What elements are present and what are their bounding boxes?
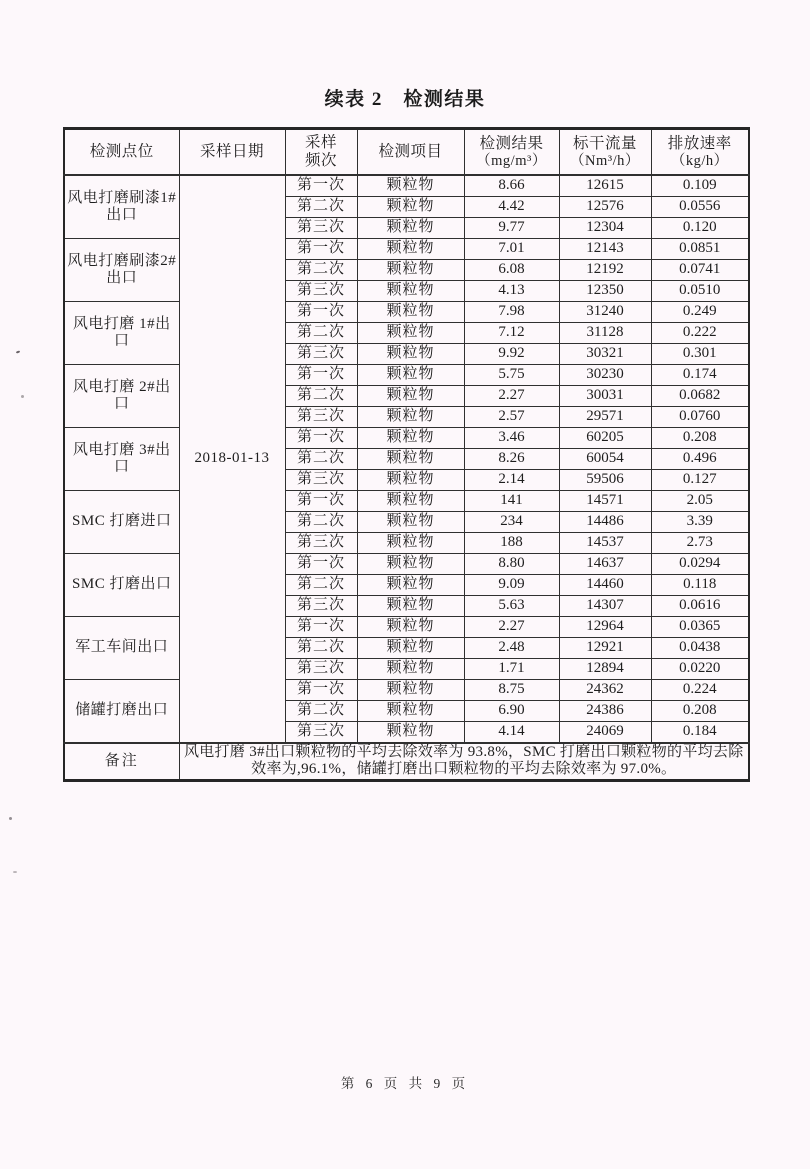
item-cell: 颗粒物 (357, 575, 464, 596)
rate-cell: 0.174 (651, 365, 749, 386)
col-header-item (357, 129, 464, 176)
flow-cell: 60054 (559, 449, 651, 470)
item-cell: 颗粒物 (357, 512, 464, 533)
frequency-cell: 第三次 (285, 218, 357, 239)
col-header-unit: （kg/h） (670, 152, 729, 169)
result-cell: 8.66 (464, 175, 559, 197)
rate-cell: 0.208 (651, 701, 749, 722)
rate-cell: 0.301 (651, 344, 749, 365)
table-row (64, 491, 749, 512)
col-header-point (64, 129, 179, 176)
col-header-label: 采样日期 (199, 143, 264, 161)
result-cell: 4.42 (464, 197, 559, 218)
frequency-cell: 第一次 (285, 175, 357, 197)
rate-cell: 2.05 (651, 491, 749, 512)
scan-speck (21, 395, 24, 398)
frequency-cell: 第一次 (285, 680, 357, 701)
flow-cell: 12894 (559, 659, 651, 680)
flow-cell: 14571 (559, 491, 651, 512)
rate-cell: 0.0220 (651, 659, 749, 680)
table-row (64, 428, 749, 449)
flow-cell: 29571 (559, 407, 651, 428)
item-cell: 颗粒物 (357, 722, 464, 744)
col-header-rate (651, 129, 749, 176)
header-row (64, 129, 749, 176)
frequency-cell: 第三次 (285, 344, 357, 365)
frequency-cell: 第三次 (285, 722, 357, 744)
frequency-cell: 第二次 (285, 197, 357, 218)
frequency-cell: 第三次 (285, 407, 357, 428)
flow-cell: 12964 (559, 617, 651, 638)
result-cell: 6.90 (464, 701, 559, 722)
item-cell: 颗粒物 (357, 302, 464, 323)
result-cell: 2.48 (464, 638, 559, 659)
point-cell: SMC 打磨进口 (64, 491, 179, 554)
flow-cell: 12615 (559, 175, 651, 197)
result-cell: 188 (464, 533, 559, 554)
remark-row (64, 743, 749, 780)
table-row (64, 175, 749, 197)
frequency-cell: 第二次 (285, 701, 357, 722)
col-header-date (179, 129, 285, 176)
flow-cell: 12304 (559, 218, 651, 239)
scan-speck (13, 871, 17, 873)
result-cell: 8.75 (464, 680, 559, 701)
rate-cell: 0.127 (651, 470, 749, 491)
result-cell: 2.14 (464, 470, 559, 491)
result-cell: 5.63 (464, 596, 559, 617)
rate-cell: 0.118 (651, 575, 749, 596)
flow-cell: 31240 (559, 302, 651, 323)
flow-cell: 30031 (559, 386, 651, 407)
result-cell: 4.13 (464, 281, 559, 302)
item-cell: 颗粒物 (357, 638, 464, 659)
result-cell: 141 (464, 491, 559, 512)
frequency-cell: 第二次 (285, 386, 357, 407)
rate-cell: 0.109 (651, 175, 749, 197)
rate-cell: 0.0851 (651, 239, 749, 260)
table-row (64, 680, 749, 701)
frequency-cell: 第一次 (285, 617, 357, 638)
table-row (64, 239, 749, 260)
col-header-label: 采样 (304, 134, 337, 152)
result-cell: 7.98 (464, 302, 559, 323)
result-cell: 7.12 (464, 323, 559, 344)
table-header (64, 129, 749, 176)
frequency-cell: 第三次 (285, 470, 357, 491)
col-header-unit: （mg/m³） (476, 152, 547, 169)
item-cell: 颗粒物 (357, 680, 464, 701)
result-cell: 9.77 (464, 218, 559, 239)
point-cell: 风电打磨刷漆1#出口 (64, 175, 179, 239)
item-cell: 颗粒物 (357, 491, 464, 512)
item-cell: 颗粒物 (357, 449, 464, 470)
flow-cell: 12921 (559, 638, 651, 659)
item-cell: 颗粒物 (357, 197, 464, 218)
frequency-cell: 第二次 (285, 323, 357, 344)
frequency-cell: 第二次 (285, 260, 357, 281)
rate-cell: 0.0682 (651, 386, 749, 407)
item-cell: 颗粒物 (357, 428, 464, 449)
result-cell: 9.09 (464, 575, 559, 596)
flow-cell: 30230 (559, 365, 651, 386)
item-cell: 颗粒物 (357, 617, 464, 638)
result-cell: 2.57 (464, 407, 559, 428)
result-cell: 5.75 (464, 365, 559, 386)
date-cell: 2018-01-13 (179, 175, 285, 743)
scan-speck (9, 817, 12, 820)
flow-cell: 12350 (559, 281, 651, 302)
point-cell: 军工车间出口 (64, 617, 179, 680)
frequency-cell: 第三次 (285, 596, 357, 617)
table-remark (64, 743, 749, 780)
flow-cell: 12143 (559, 239, 651, 260)
result-cell: 1.71 (464, 659, 559, 680)
result-cell: 6.08 (464, 260, 559, 281)
result-cell: 7.01 (464, 239, 559, 260)
item-cell: 颗粒物 (357, 365, 464, 386)
item-cell: 颗粒物 (357, 701, 464, 722)
result-cell: 8.26 (464, 449, 559, 470)
point-cell: 风电打磨刷漆2#出口 (64, 239, 179, 302)
rate-cell: 0.120 (651, 218, 749, 239)
item-cell: 颗粒物 (357, 260, 464, 281)
flow-cell: 60205 (559, 428, 651, 449)
col-header-label: 频次 (304, 152, 337, 169)
result-cell: 234 (464, 512, 559, 533)
frequency-cell: 第二次 (285, 575, 357, 596)
col-header-label: 排放速率 (667, 134, 732, 152)
rate-cell: 0.0760 (651, 407, 749, 428)
result-cell: 4.14 (464, 722, 559, 744)
result-cell: 8.80 (464, 554, 559, 575)
rate-cell: 2.73 (651, 533, 749, 554)
flow-cell: 31128 (559, 323, 651, 344)
frequency-cell: 第一次 (285, 554, 357, 575)
point-cell: 风电打磨 1#出口 (64, 302, 179, 365)
flow-cell: 14537 (559, 533, 651, 554)
page-title: 续表 2 检测结果 (324, 89, 486, 110)
item-cell: 颗粒物 (357, 596, 464, 617)
item-cell: 颗粒物 (357, 659, 464, 680)
table-row (64, 554, 749, 575)
table-row (64, 302, 749, 323)
frequency-cell: 第一次 (285, 239, 357, 260)
item-cell: 颗粒物 (357, 554, 464, 575)
flow-cell: 14307 (559, 596, 651, 617)
rate-cell: 0.0438 (651, 638, 749, 659)
item-cell: 颗粒物 (357, 533, 464, 554)
point-cell: SMC 打磨出口 (64, 554, 179, 617)
rate-cell: 3.39 (651, 512, 749, 533)
table-body (64, 175, 749, 743)
rate-cell: 0.0365 (651, 617, 749, 638)
point-cell: 储罐打磨出口 (64, 680, 179, 744)
item-cell: 颗粒物 (357, 323, 464, 344)
frequency-cell: 第二次 (285, 638, 357, 659)
remark-label: 备注 (64, 743, 179, 780)
item-cell: 颗粒物 (357, 386, 464, 407)
frequency-cell: 第一次 (285, 365, 357, 386)
result-cell: 2.27 (464, 617, 559, 638)
col-header-frequency (285, 129, 357, 176)
remark-text: 风电打磨 3#出口颗粒物的平均去除效率为 93.8%，SMC 打磨出口颗粒物的平均去除效率为,96.1%，储罐打磨出口颗粒物的平均去除效率为 97.0%。 (179, 743, 749, 780)
flow-cell: 12192 (559, 260, 651, 281)
col-header-label: 检测项目 (378, 143, 443, 161)
flow-cell: 12576 (559, 197, 651, 218)
col-header-result (464, 129, 559, 176)
flow-cell: 24362 (559, 680, 651, 701)
rate-cell: 0.0294 (651, 554, 749, 575)
frequency-cell: 第一次 (285, 302, 357, 323)
rate-cell: 0.249 (651, 302, 749, 323)
item-cell: 颗粒物 (357, 239, 464, 260)
flow-cell: 24069 (559, 722, 651, 744)
item-cell: 颗粒物 (357, 175, 464, 197)
item-cell: 颗粒物 (357, 344, 464, 365)
results-table (63, 127, 750, 782)
frequency-cell: 第一次 (285, 491, 357, 512)
rate-cell: 0.496 (651, 449, 749, 470)
col-header-label: 标干流量 (572, 134, 637, 152)
col-header-flow (559, 129, 651, 176)
frequency-cell: 第一次 (285, 428, 357, 449)
item-cell: 颗粒物 (357, 407, 464, 428)
result-cell: 9.92 (464, 344, 559, 365)
rate-cell: 0.208 (651, 428, 749, 449)
flow-cell: 24386 (559, 701, 651, 722)
frequency-cell: 第三次 (285, 281, 357, 302)
rate-cell: 0.224 (651, 680, 749, 701)
result-cell: 3.46 (464, 428, 559, 449)
flow-cell: 14460 (559, 575, 651, 596)
scan-speck (16, 350, 20, 353)
rate-cell: 0.0556 (651, 197, 749, 218)
page-number: 第 6 页 共 9 页 (340, 1076, 470, 1091)
rate-cell: 0.184 (651, 722, 749, 744)
item-cell: 颗粒物 (357, 470, 464, 491)
frequency-cell: 第二次 (285, 449, 357, 470)
item-cell: 颗粒物 (357, 281, 464, 302)
frequency-cell: 第二次 (285, 512, 357, 533)
frequency-cell: 第三次 (285, 659, 357, 680)
rate-cell: 0.222 (651, 323, 749, 344)
rate-cell: 0.0741 (651, 260, 749, 281)
col-header-unit: （Nm³/h） (570, 152, 640, 169)
col-header-label: 检测点位 (89, 143, 154, 161)
point-cell: 风电打磨 3#出口 (64, 428, 179, 491)
rate-cell: 0.0510 (651, 281, 749, 302)
flow-cell: 14486 (559, 512, 651, 533)
flow-cell: 30321 (559, 344, 651, 365)
frequency-cell: 第三次 (285, 533, 357, 554)
rate-cell: 0.0616 (651, 596, 749, 617)
item-cell: 颗粒物 (357, 218, 464, 239)
flow-cell: 59506 (559, 470, 651, 491)
col-header-label: 检测结果 (479, 134, 544, 152)
result-cell: 2.27 (464, 386, 559, 407)
table-row (64, 617, 749, 638)
point-cell: 风电打磨 2#出口 (64, 365, 179, 428)
flow-cell: 14637 (559, 554, 651, 575)
table-row (64, 365, 749, 386)
